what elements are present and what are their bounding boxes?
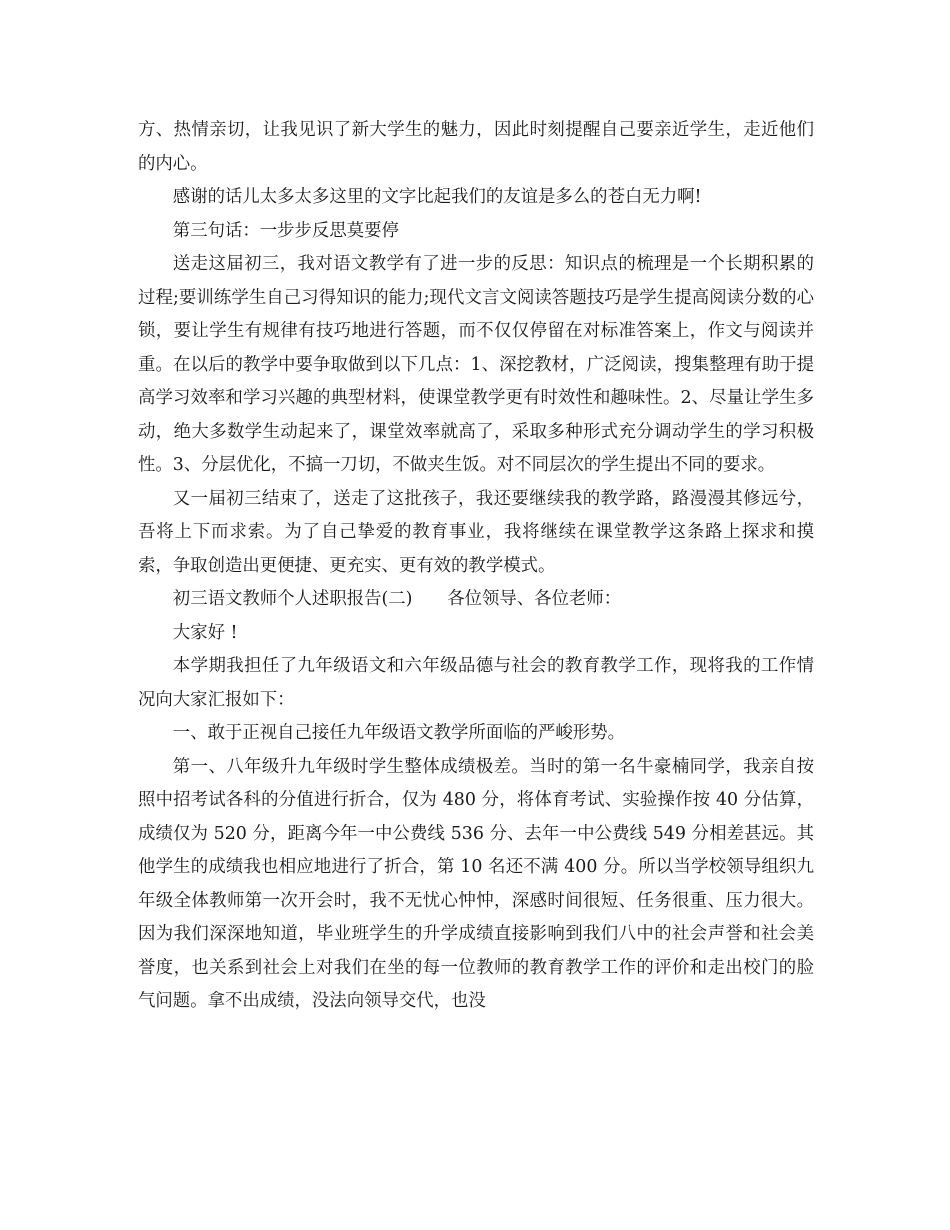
section-heading: 第三句话：一步步反思莫要停	[172, 220, 399, 241]
report-title-line: 初三语文教师个人述职报告(二) 各位领导、各位老师：	[172, 589, 622, 609]
document-body	[138, 114, 814, 1019]
greeting: 大家好 !	[172, 622, 238, 643]
paragraph: 又一届初三结束了，送走了这批孩子，我还要继续我的教学路，路漫漫其修远兮，吾将上下而求索。为了自己挚爱的教育事业，我将继续在课堂教学这条路上探求和摸索，争取创造出更便捷、更充实、更有效的教学模式。	[138, 488, 814, 576]
paragraph: 方、热情亲切，让我见识了新大学生的魅力，因此时刻提醒自己要亲近学生，走近他们的内心。	[138, 120, 814, 174]
section-heading: 一、敢于正视自己接任九年级语文教学所面临的严峻形势。	[172, 723, 625, 743]
paragraph: 感谢的话儿太多太多这里的文字比起我们的友谊是多么的苍白无力啊!	[172, 187, 702, 207]
paragraph: 本学期我担任了九年级语文和六年级品德与社会的教育教学工作，现将我的工作情况向大家汇报如下：	[138, 656, 814, 710]
paragraph: 第一、八年级升九年级时学生整体成绩极差。当时的第一名牛豪楠同学，我亲自按照中招考试各科的分值进行折合，仅为 480 分，将体育考试、实验操作按 40 分估算，成绩仅为 520 分，距离今年一中公费线 536 分、去年一中公费线 549 分相差甚远。其他学生的成绩我也相应地进行了折合，第 10 名还不满 400 分。所以当学校领导组织九年级全体教师第一次开会时，我不无忧心忡忡，深感时间很短、任务很重、压力很大。因为我们深深地知道，毕业班学生的升学成绩直接影响到我们八中的社会声誉和社会美誉度，也关系到社会上对我们在坐的每一位教师的教育教学工作的评价和走出校门的脸气问题。拿不出成绩，没法向领导交代，也没	[138, 756, 814, 1011]
paragraph: 送走这届初三，我对语文教学有了进一步的反思：知识点的梳理是一个长期积累的过程;要训练学生自己习得知识的能力;现代文言文阅读答题技巧是学生提高阅读分数的心锁，要让学生有规律有技巧地进行答题，而不仅仅停留在对标准答案上，作文与阅读并重。在以后的教学中要争取做到以下几点：1、深挖教材，广泛阅读，搜集整理有助于提高学习效率和学习兴趣的典型材料，使课堂教学更有时效性和趣味性。2、尽量让学生多动，绝大多数学生动起来了，课堂效率就高了，采取多种形式充分调动学生的学习积极性。3、分层优化，不搞一刀切，不做夹生饭。对不同层次的学生提出不同的要求。	[138, 254, 814, 475]
